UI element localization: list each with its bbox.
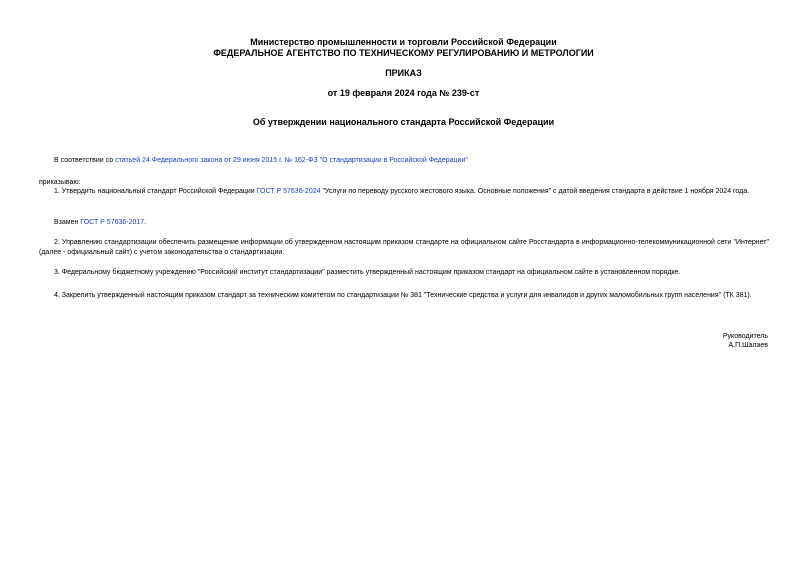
document-type: ПРИКАЗ	[385, 68, 422, 78]
item-2: 2. Управлению стандартизации обеспечить размещение информации об утвержденном настоящим приказом стандарте на официальном сайте Росстандарта в информационно-телекоммуникационной сети "Интернет" (далее - официальный сайт) с учетом законодательства о стандартизации.	[39, 239, 769, 256]
replacement-prefix: Взамен	[54, 219, 81, 226]
item-1-prefix: 1. Утвердить национальный стандарт Российской Федерации	[54, 188, 257, 195]
item-1-suffix: "Услуги по переводу русского жестового языка. Основные положения" с датой введения стандарта в действие 1 ноября 2024 года.	[320, 188, 750, 195]
document-date-number: от 19 февраля 2024 года № 239-ст	[327, 88, 480, 98]
replacement-note	[39, 218, 769, 228]
signatory-name: А.П.Шалаев	[728, 342, 768, 349]
gost-2024-link[interactable]: ГОСТ Р 57636-2024	[256, 188, 321, 195]
document-subject: Об утверждении национального стандарта Российской Федерации	[252, 117, 555, 127]
federal-law-link[interactable]: статьей 24 Федерального закона от 29 июня 2015 г. № 162-ФЗ "О стандартизации в Российской Федерации"	[115, 157, 468, 164]
replacement-suffix: .	[144, 219, 147, 226]
item-1	[39, 187, 769, 197]
agency-name: ФЕДЕРАЛЬНОЕ АГЕНТСТВО ПО ТЕХНИЧЕСКОМУ РЕГУЛИРОВАНИЮ И МЕТРОЛОГИИ	[213, 48, 594, 58]
preamble-prefix: В соответствии со	[54, 157, 116, 164]
item-4: 4. Закрепить утвержденный настоящим приказом стандарт за техническим комитетом по стандартизации № 381 "Технические средства и услуги для инвалидов и других маломобильных групп населения" (ТК 381).	[54, 292, 752, 299]
order-word: приказываю:	[39, 179, 81, 186]
ministry-name: Министерство промышленности и торговли Российской Федерации	[250, 37, 557, 47]
gost-2017-link[interactable]: ГОСТ Р 57636-2017	[80, 219, 145, 226]
preamble	[39, 156, 769, 166]
signatory-title: Руководитель	[722, 333, 768, 340]
item-3: 3. Федеральному бюджетному учреждению "Российский институт стандартизации" разместить утвержденный настоящим приказом стандарт на официальном сайте в установленном порядке.	[54, 269, 681, 276]
